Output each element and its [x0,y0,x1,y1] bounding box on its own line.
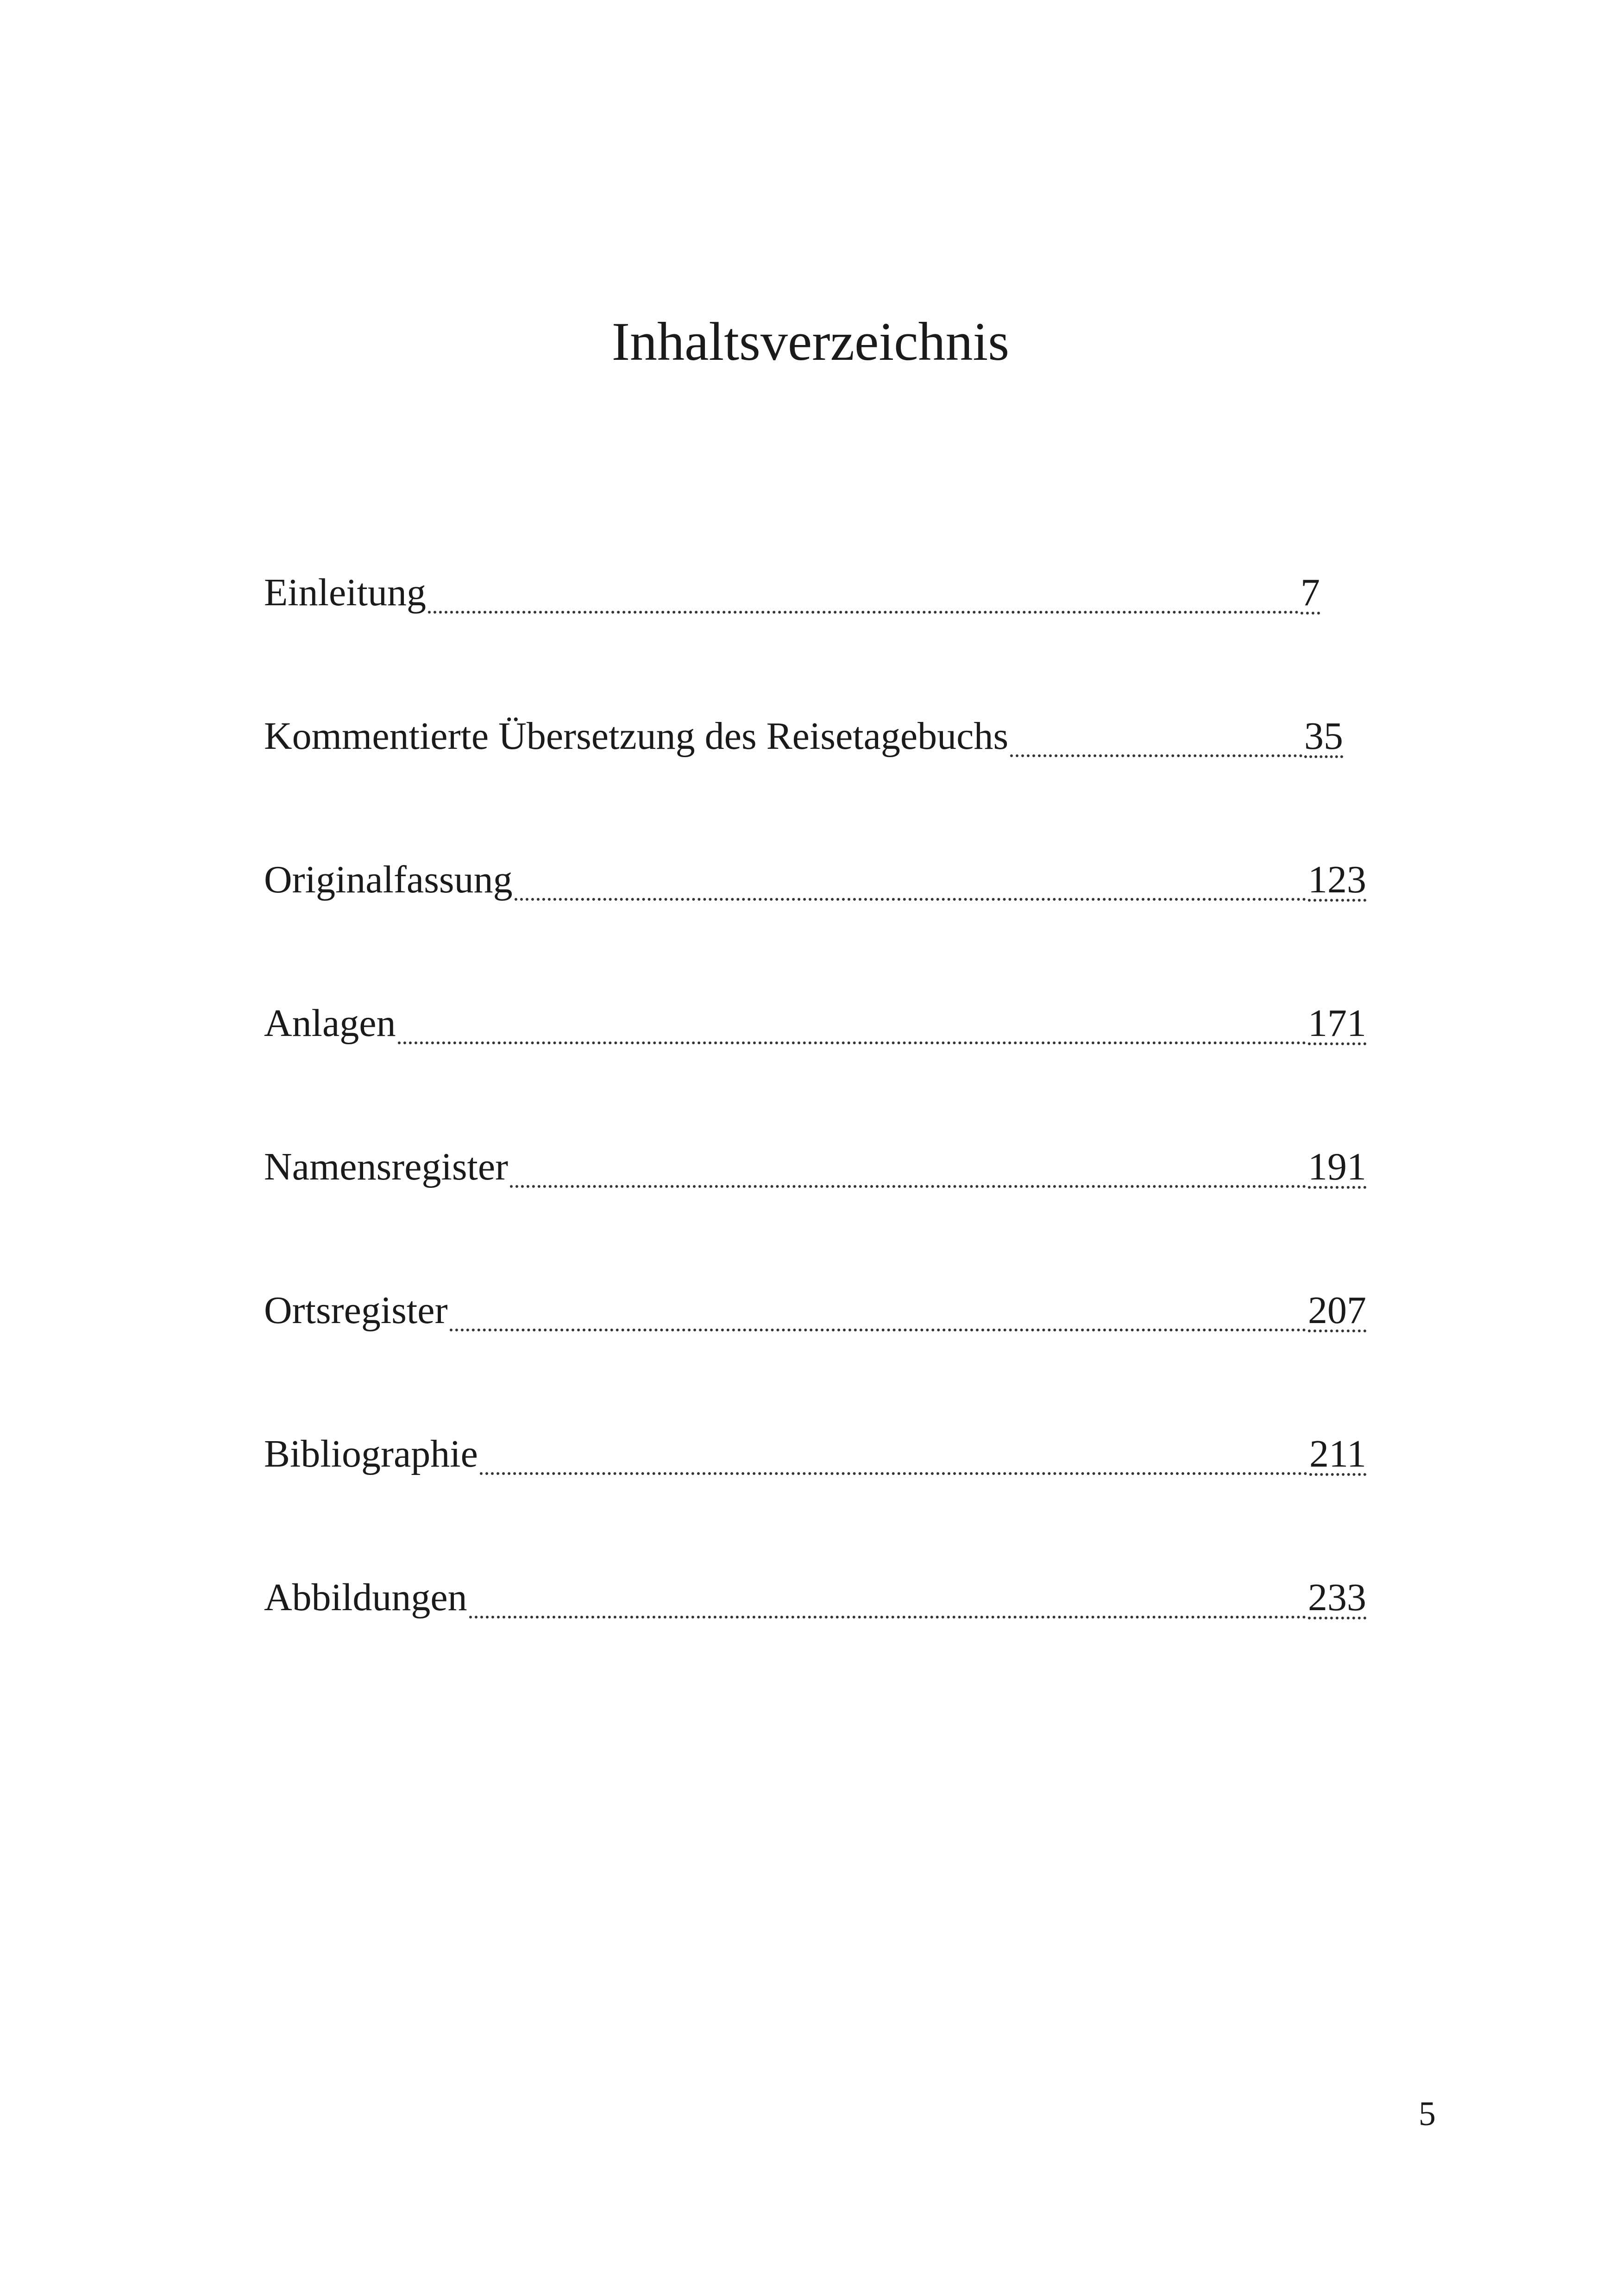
toc-entry-page: 171 [1308,1002,1366,1045]
toc-entry-label: Anlagen [264,1002,396,1045]
toc-dot-leader [510,1185,1306,1188]
toc-entry-page: 123 [1308,858,1366,901]
toc-entry-page: 7 [1301,571,1320,614]
toc-dot-leader [398,1041,1306,1044]
toc-dot-leader [428,611,1299,614]
toc-entry-bibliographie[interactable] [264,1431,1366,1477]
toc-entry-ortsregister[interactable] [264,1287,1366,1334]
page-title: Inhaltsverzeichnis [611,311,1010,372]
toc-entry-namensregister[interactable] [264,1144,1366,1190]
toc-entry-label: Ortsregister [264,1289,448,1332]
toc-dot-leader [480,1472,1307,1475]
toc-dot-leader [450,1329,1306,1331]
toc-entry-anlagen[interactable] [264,1000,1366,1047]
toc-entry-page: 35 [1304,715,1343,758]
toc-entry-label: Kommentierte Übersetzung des Reisetagebuchs [264,715,1009,758]
toc-dot-leader [515,898,1306,901]
toc-entry-kommentierte-uebersetzung[interactable] [264,713,1343,759]
toc-entry-page: 233 [1308,1576,1366,1619]
toc-entry-abbildungen[interactable] [264,1575,1366,1621]
toc-entry-originalfassung[interactable] [264,857,1366,903]
toc-entry-page: 211 [1309,1432,1366,1475]
toc-entry-page: 207 [1308,1289,1366,1332]
toc-entry-label: Abbildungen [264,1576,467,1619]
toc-entry-label: Bibliographie [264,1432,478,1475]
toc-entry-label: Originalfassung [264,858,513,901]
toc-entry-label: Namensregister [264,1145,509,1188]
page-number: 5 [1419,2095,1436,2133]
toc-entry-label: Einleitung [264,571,426,614]
toc-entry-page: 191 [1308,1145,1366,1188]
toc-dot-leader [1010,754,1302,757]
toc-entry-einleitung[interactable] [264,570,1320,616]
toc-dot-leader [469,1616,1306,1618]
